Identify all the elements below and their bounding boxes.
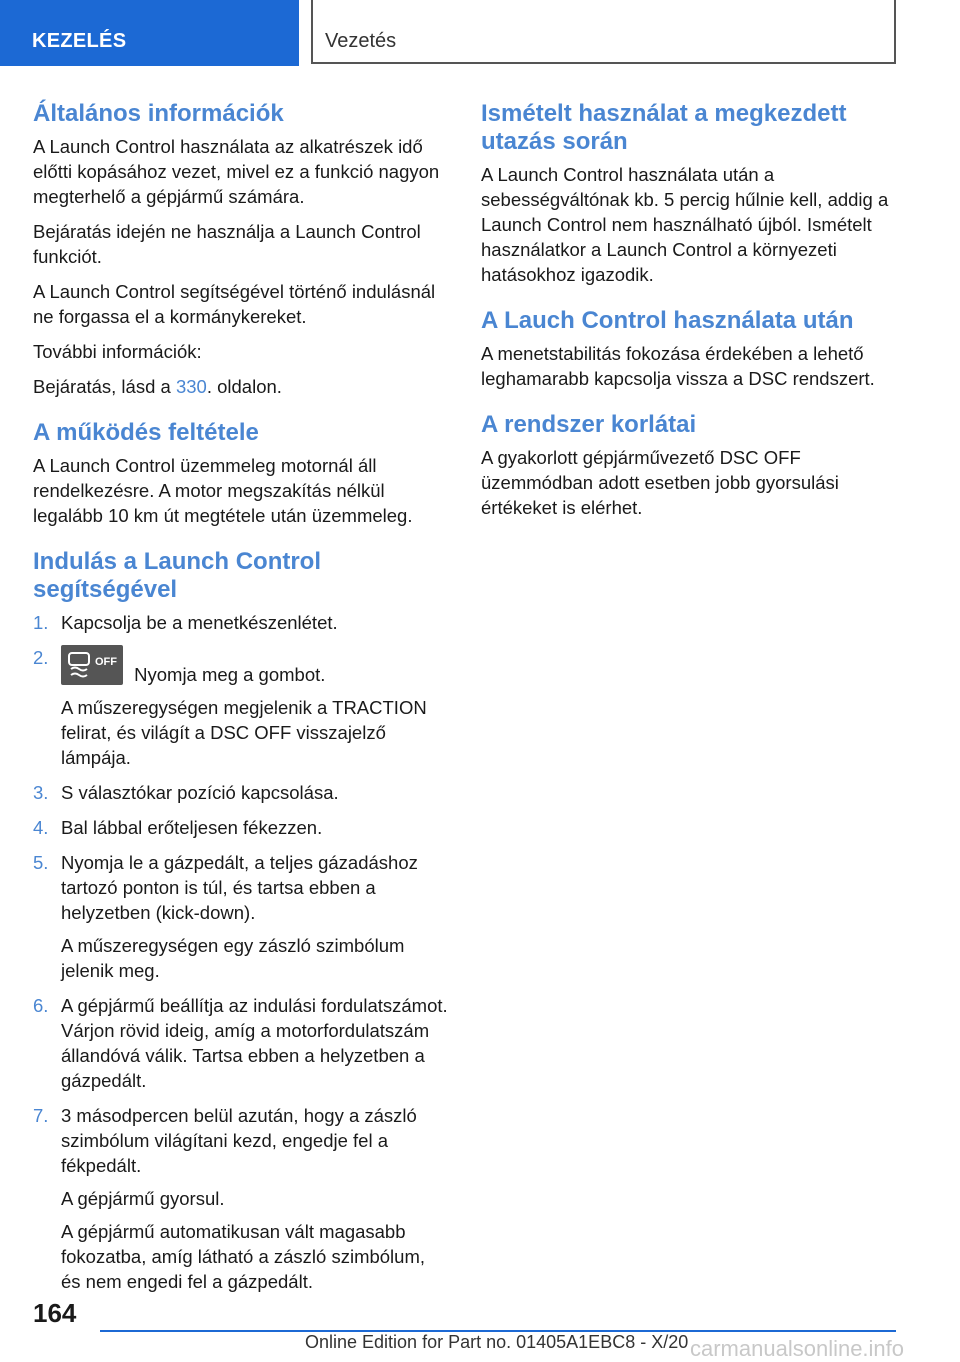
section-repeat: [481, 100, 896, 287]
paragraph: A Launch Control segítségével történő indulásnál ne forgassa el a kormánykereket.: [33, 281, 436, 327]
dsc-off-icon: [61, 645, 123, 685]
section-tab: KEZELÉS: [0, 0, 299, 66]
ref-prefix: Bejáratás, lásd a: [33, 376, 176, 397]
left-column: [33, 100, 448, 1314]
section-condition: [33, 419, 448, 528]
heading-after: A Lauch Control használata után: [481, 307, 854, 334]
step-text: Bal lábbal erőteljesen fékezzen.: [61, 817, 323, 838]
list-item: [33, 610, 448, 635]
dsc-off-label: OFF: [95, 656, 117, 668]
list-item: [33, 815, 448, 840]
step-number: 2.: [33, 647, 49, 668]
paragraph: A gyakorlott gépjárművezető DSC OFF üzemmódban adott esetben jobb gyorsulási értékeket is elérhet.: [481, 447, 839, 518]
step-text-with-icon: [61, 645, 448, 687]
page-link-330[interactable]: 330: [175, 376, 207, 397]
step-text: A gépjármű beállítja az indulási fordulatszámot. Várjon rövid ideig, amíg a motorfordulatszám állandóvá válik. Tartsa ebben a helyzetben a gázpedált.: [61, 995, 448, 1091]
steps-list: [33, 610, 448, 1294]
heading-limits: A rendszer korlátai: [481, 411, 697, 438]
list-item: [33, 850, 448, 983]
right-column: [481, 100, 896, 540]
step-text: Nyomja meg a gombot.: [129, 664, 326, 685]
chapter-title: Vezetés: [311, 0, 896, 64]
watermark: carmanualsonline.info: [690, 1336, 905, 1361]
section-start: [33, 548, 448, 1294]
paragraph: A Launch Control üzemmeleg motornál áll rendelkezésre. A motor megszakítás nélkül legalább 10 km út megtétele után üzemmeleg.: [33, 455, 413, 526]
step-number: 1.: [33, 612, 49, 633]
list-item: [33, 645, 448, 770]
paragraph: További információk:: [33, 341, 202, 362]
step-number: 7.: [33, 1105, 49, 1126]
step-subtext: A gépjármű automatikusan vált magasabb fokozatba, amíg látható a zászló szimbólum, és nem engedi fel a gázpedált.: [61, 1221, 426, 1292]
step-subtext: A műszeregységen megjelenik a TRACTION felirat, és világít a DSC OFF visszajelző lámpája.: [61, 697, 427, 768]
step-subtext: A gépjármű gyorsul.: [61, 1188, 225, 1209]
step-number: 4.: [33, 817, 49, 838]
footer-edition: Online Edition for Part no. 01405A1EBC8 - X/20: [305, 1332, 689, 1352]
step-text: 3 másodpercen belül azután, hogy a zászló szimbólum világítani kezd, engedje fel a fékpedált.: [61, 1105, 417, 1176]
paragraph: A Launch Control használata az alkatrészek idő előtti kopásához vezet, mivel ez a funkció nagyon megterhelő a gépjármű számára.: [33, 136, 440, 207]
page-header: [0, 0, 960, 66]
step-text: S választókar pozíció kapcsolása.: [61, 782, 339, 803]
step-text: Kapcsolja be a menetkészenlétet.: [61, 612, 338, 633]
step-subtext: A műszeregységen egy zászló szimbólum jelenik meg.: [61, 935, 405, 981]
section-after: [481, 307, 896, 391]
step-number: 6.: [33, 995, 49, 1016]
page-number: 164: [33, 1298, 77, 1328]
section-general: [33, 100, 448, 399]
paragraph: A menetstabilitás fokozása érdekében a lehető leghamarabb kapcsolja vissza a DSC rendszert.: [481, 343, 875, 389]
paragraph: A Launch Control használata után a sebességváltónak kb. 5 percig hűlnie kell, addig a Launch Control nem használható újból. Ismételt használatkor a Launch Control a környezeti hatásokhoz igazodik.: [481, 164, 889, 285]
heading-repeat: Ismételt használat a megkezdett utazás során: [481, 100, 847, 155]
step-number: 5.: [33, 852, 49, 873]
heading-general: Általános információk: [33, 100, 284, 127]
section-limits: [481, 411, 896, 520]
heading-start: Indulás a Launch Control segítségével: [33, 548, 322, 603]
reference-line: [33, 374, 448, 399]
paragraph: Bejáratás idején ne használja a Launch Control funkciót.: [33, 221, 421, 267]
list-item: [33, 1103, 448, 1294]
list-item: [33, 993, 448, 1093]
list-item: [33, 780, 448, 805]
heading-condition: A működés feltétele: [33, 419, 259, 446]
step-text: Nyomja le a gázpedált, a teljes gázadáshoz tartozó ponton is túl, és tartsa ebben a helyzetben (kick-down).: [61, 852, 418, 923]
ref-suffix: . oldalon.: [206, 376, 282, 397]
step-number: 3.: [33, 782, 49, 803]
